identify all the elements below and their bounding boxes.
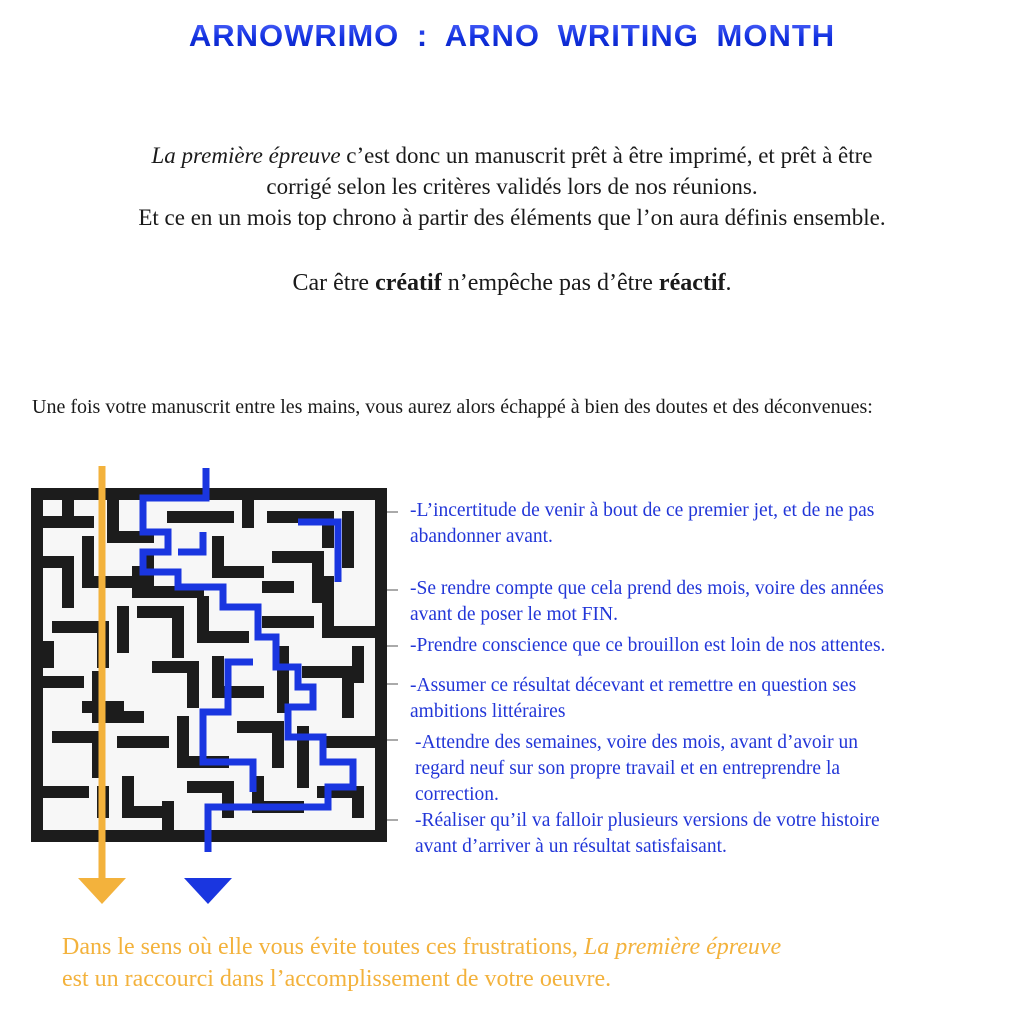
- conclusion-text: Dans le sens où elle vous évite toutes ces frustrations, La première épreuve est un raccourci dans l’accomplissement de votre oeuvre.: [62, 934, 782, 992]
- list-item: -Se rendre compte que cela prend des mois, voire des années avant de poser le mot FIN.: [410, 578, 884, 625]
- maze-illustration: [28, 462, 398, 912]
- intro-line-3: Et ce en un mois top chrono à partir des éléments que l’on aura définis ensemble.: [138, 205, 886, 230]
- list-item: -L’incertitude de venir à bout de ce premier jet, et de ne pas abandonner avant.: [410, 500, 875, 547]
- page-title: ARNOWRIMO : ARNO WRITING MONTH: [0, 18, 1024, 54]
- product-name: La première épreuve: [151, 143, 341, 168]
- list-item: -Prendre conscience que ce brouillon est loin de nos attentes.: [410, 635, 886, 656]
- list-item: -Réaliser qu’il va falloir plusieurs versions de votre histoire avant d’arriver à un résultat satisfaisant.: [415, 810, 880, 857]
- intro-line-2: corrigé selon les critères validés lors de nos réunions.: [266, 174, 758, 199]
- list-item: -Attendre des semaines, voire des mois, avant d’avoir un regard neuf sur son propre travail et en entreprendre la correction.: [415, 732, 858, 805]
- lead-text: Une fois votre manuscrit entre les mains, vous aurez alors échappé à bien des doutes et des déconvenues:: [32, 396, 873, 418]
- connector-lines: [387, 512, 398, 820]
- tagline: Car être créatif n’empêche pas d’être réactif.: [292, 270, 732, 296]
- list-item: -Assumer ce résultat décevant et remettre en question ses ambitions littéraires: [410, 675, 857, 722]
- intro-paragraph: [0, 140, 1024, 233]
- orange-arrow-head: [78, 878, 126, 904]
- product-name: La première épreuve: [583, 934, 782, 960]
- blue-arrow-head: [184, 878, 232, 904]
- intro-line-1: La première épreuve c’est donc un manuscrit prêt à être imprimé, et prêt à être: [151, 143, 873, 168]
